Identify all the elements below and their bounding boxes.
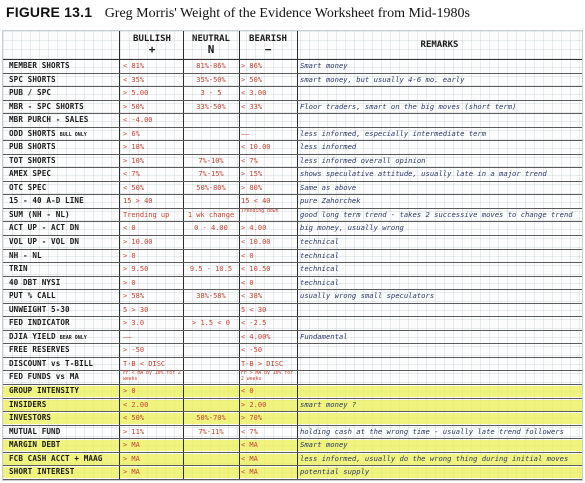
remark-text: technical xyxy=(300,264,339,274)
bearish-value: < 33% xyxy=(241,102,263,111)
bearish-value xyxy=(241,113,295,127)
bearish-value: < MA xyxy=(241,468,258,477)
bullish-value: < -4.00 xyxy=(123,116,153,125)
neutral-value: 81%-86% xyxy=(196,62,226,70)
figure-caption xyxy=(6,4,581,26)
bullish-value: > -50 xyxy=(123,346,145,355)
neutral-value xyxy=(185,249,237,263)
remark-text: big money, usually wrong xyxy=(300,223,404,233)
remark-text: Floor traders, smart on the big moves (short term) xyxy=(300,101,517,111)
bullish-value: > 58% xyxy=(123,292,145,301)
indicator-note: BEAR ONLY xyxy=(59,334,87,341)
remark-text xyxy=(300,303,580,317)
indicator-name: FREE RESERVES xyxy=(9,345,70,355)
neutral-value: 7%-11% xyxy=(198,427,224,436)
remark-text: technical xyxy=(300,250,339,260)
indicator-name: GROUP INTENSITY xyxy=(9,385,80,395)
column-divider xyxy=(183,31,184,480)
indicator-name: SUM (NH - NL) xyxy=(9,209,70,219)
bullish-value: FF < MA by 10% for 2 weeks xyxy=(123,371,181,383)
remark-text: less informed xyxy=(300,142,357,152)
remark-text: shows speculative attitude, usually late in a major trend xyxy=(300,169,547,179)
indicator-name: TRIN xyxy=(9,264,28,274)
bearish-value: Trending down xyxy=(241,208,279,214)
bearish-value: < 0 xyxy=(241,278,254,287)
bearish-value: < MA xyxy=(241,454,258,463)
neutral-value xyxy=(185,465,237,479)
bearish-value: T-B > DISC xyxy=(241,359,284,368)
bearish-value: > 86% xyxy=(241,62,263,70)
indicator-name: PUB / SPC xyxy=(9,88,52,98)
neutral-header xyxy=(183,34,239,55)
indicator-name: TOT SHORTS xyxy=(9,155,56,165)
indicator-name: 40 DBT NYSI xyxy=(9,277,61,287)
neutral-value: 35%-50% xyxy=(196,75,226,84)
bullish-value: > 18% xyxy=(123,143,145,152)
indicator-name: ACT UP - ACT DN xyxy=(9,223,80,233)
remark-text: potential supply xyxy=(300,467,370,477)
bearish-value: < 10.00 xyxy=(241,238,271,247)
bearish-value: < 7% xyxy=(241,427,258,436)
worksheet xyxy=(2,30,583,481)
bullish-value: > 50% xyxy=(123,102,145,111)
indicator-name: SPC SHORTS xyxy=(9,74,56,84)
indicator-name: UNWEIGHT 5-30 xyxy=(9,304,70,314)
bullish-value: > 11% xyxy=(123,427,145,436)
bullish-value: > 10% xyxy=(123,156,145,165)
indicator-name: FED INDICATOR xyxy=(9,318,70,328)
indicator-name: MARGIN DEBT xyxy=(9,440,61,450)
bearish-value: > 50% xyxy=(241,75,263,84)
neutral-value xyxy=(185,194,237,208)
neutral-value: > 1.5 < 0 xyxy=(192,319,230,328)
neutral-value xyxy=(185,452,237,466)
indicator-name: OTC SPEC xyxy=(9,182,47,192)
bullish-value: < 50% xyxy=(123,414,145,423)
indicator-name: INVESTORS xyxy=(9,413,52,423)
bullish-header xyxy=(121,34,183,55)
remark-text xyxy=(300,384,580,398)
bullish-value: > 0 xyxy=(123,278,136,287)
remarks-header: REMARKS xyxy=(420,40,459,50)
bullish-value: > MA xyxy=(123,468,140,477)
neutral-value xyxy=(185,330,237,344)
bullish-value: —— xyxy=(123,332,132,341)
indicator-name: PUT % CALL xyxy=(9,291,56,301)
bearish-value: < MA xyxy=(241,441,258,450)
bullish-value: 5 > 30 xyxy=(123,305,149,314)
neutral-value: 3 - 5 xyxy=(200,89,222,98)
bullish-value: T-B < DISC xyxy=(123,359,166,368)
bullish-value: < 50% xyxy=(123,183,145,192)
bearish-header-symbol: − xyxy=(264,43,272,56)
neutral-value xyxy=(185,438,237,452)
bullish-value: > MA xyxy=(123,441,140,450)
remark-text: holding cash at the wrong time - usually late trend followers xyxy=(300,426,564,436)
indicator-name: DISCOUNT vs T-BILL xyxy=(9,358,94,368)
bullish-value: 15 > 40 xyxy=(123,197,153,206)
bearish-value: 15 < 40 xyxy=(241,197,271,206)
remark-text: Same as above xyxy=(300,182,357,192)
remark-text xyxy=(300,113,580,127)
neutral-value: 50%-80% xyxy=(196,183,226,192)
bullish-value: > 3.0 xyxy=(123,319,145,328)
remark-text: Fundamental xyxy=(300,331,348,341)
bullish-value: < 7% xyxy=(123,170,140,179)
remark-text xyxy=(300,316,580,330)
bearish-value: > 15% xyxy=(241,170,263,179)
neutral-value: 7%-10% xyxy=(198,156,224,165)
bearish-value: < 7% xyxy=(241,156,258,165)
column-divider xyxy=(297,31,298,480)
neutral-value xyxy=(185,398,237,412)
neutral-value: 0 - 4.00 xyxy=(194,224,228,233)
bullish-value: < 35% xyxy=(123,75,145,84)
bearish-value: < -2.5 xyxy=(241,319,267,328)
indicator-name: INSIDERS xyxy=(9,399,47,409)
remark-text: less informed, usually do the wrong thing during initial moves xyxy=(300,453,569,463)
indicator-name: NH - NL xyxy=(9,250,42,260)
remark-text: less informed overall opinion xyxy=(300,155,426,165)
bearish-value: > 70% xyxy=(241,414,263,423)
bullish-value: > 10.00 xyxy=(123,238,153,247)
remark-text: pure Zahorchek xyxy=(300,196,361,206)
neutral-value xyxy=(185,276,237,290)
remark-text: smart money, but usually 4-6 mo. early xyxy=(300,74,465,84)
indicator-name: FED FUNDS vs MA xyxy=(9,372,80,382)
neutral-value: 33%-50% xyxy=(196,102,226,111)
neutral-value xyxy=(185,357,237,371)
indicator-name: ODD SHORTS BULL ONLY xyxy=(9,128,87,138)
remark-text: smart money ? xyxy=(300,399,357,409)
neutral-value xyxy=(185,343,237,357)
remark-text xyxy=(300,357,580,371)
neutral-value xyxy=(185,384,237,398)
bearish-value: < 4.00% xyxy=(241,332,271,341)
remark-text: good long term trend - takes 2 successive moves to change trend xyxy=(300,209,573,219)
neutral-value: 9.5 - 10.5 xyxy=(189,265,233,274)
neutral-value xyxy=(185,140,237,154)
figure-label: FIGURE 13.1 xyxy=(6,4,93,20)
bearish-value: > 2.00 xyxy=(241,400,267,409)
bullish-value: > 9.50 xyxy=(123,265,149,274)
remark-text xyxy=(300,86,580,100)
bearish-value: < 0 xyxy=(241,386,254,395)
indicator-name: VOL UP - VOL DN xyxy=(9,237,80,247)
indicator-name: MUTUAL FUND xyxy=(9,426,61,436)
bearish-value: FF > MA by 10% for 2 weeks xyxy=(241,371,293,383)
bullish-value: > 5.00 xyxy=(123,89,149,98)
bearish-value: > 4.00 xyxy=(241,224,267,233)
neutral-header-symbol: N xyxy=(207,43,215,56)
remark-text: technical xyxy=(300,237,339,247)
remark-text: Smart money xyxy=(300,440,348,450)
bearish-value: < 38% xyxy=(241,292,263,301)
neutral-value: 38%-58% xyxy=(196,292,226,301)
bearish-value: < -50 xyxy=(241,346,263,355)
indicator-name: AMEX SPEC xyxy=(9,169,52,179)
bearish-value: < 0 xyxy=(241,251,254,260)
bullish-value: < 0 xyxy=(123,224,136,233)
neutral-header-title: NEUTRAL xyxy=(192,34,230,44)
bullish-value: > MA xyxy=(123,454,140,463)
bearish-value: < 10.00 xyxy=(241,143,271,152)
figure-title: Greg Morris' Weight of the Evidence Worksheet from Mid-1980s xyxy=(104,6,470,21)
bearish-value: < 10.50 xyxy=(241,265,271,274)
neutral-value: 7%-15% xyxy=(198,170,224,179)
neutral-value xyxy=(185,303,237,317)
bearish-value: > 80% xyxy=(241,183,263,192)
remark-text xyxy=(300,370,580,384)
indicator-name: PUB SHORTS xyxy=(9,142,56,152)
neutral-value: 50%-70% xyxy=(196,414,226,423)
indicator-name: FCB CASH ACCT + MAAG xyxy=(9,453,103,463)
remark-text: less informed, especially intermediate term xyxy=(300,128,487,138)
bearish-header xyxy=(239,34,297,55)
neutral-value xyxy=(185,370,237,384)
bearish-value: 5 < 30 xyxy=(241,305,267,314)
indicator-name: SHORT INTEREST xyxy=(9,467,75,477)
neutral-value xyxy=(185,127,237,141)
indicator-name: MBR - SPC SHORTS xyxy=(9,101,84,111)
bearish-header-title: BEARISH xyxy=(249,34,287,44)
bullish-header-title: BULLISH xyxy=(133,34,171,44)
neutral-value xyxy=(185,113,237,127)
bullish-value: Trending up xyxy=(123,210,170,219)
remark-text xyxy=(300,343,580,357)
indicator-name: MBR PURCH - SALES xyxy=(9,115,89,125)
column-divider xyxy=(239,31,240,480)
indicator-name: 15 - 40 A-D LINE xyxy=(9,196,84,206)
bullish-value: < 2.00 xyxy=(123,400,149,409)
remark-text: usually wrong small speculators xyxy=(300,291,435,301)
bullish-value: > 0 xyxy=(123,251,136,260)
remark-text: Smart money xyxy=(300,61,348,70)
bullish-value: < 81% xyxy=(123,62,145,70)
remark-text xyxy=(300,411,580,425)
bullish-value: > 0 xyxy=(123,386,136,395)
indicator-name: DJIA YIELD BEAR ONLY xyxy=(9,331,87,341)
bullish-header-symbol: + xyxy=(148,43,156,56)
bearish-value: < 3.00 xyxy=(241,89,267,98)
remark-text: technical xyxy=(300,277,339,287)
neutral-value xyxy=(185,235,237,249)
indicator-note: BULL ONLY xyxy=(59,131,87,138)
bearish-value: —— xyxy=(241,129,250,138)
neutral-value: 1 wk change xyxy=(187,210,235,219)
indicator-name: MEMBER SHORTS xyxy=(9,61,70,70)
bullish-value: > 6% xyxy=(123,129,140,138)
